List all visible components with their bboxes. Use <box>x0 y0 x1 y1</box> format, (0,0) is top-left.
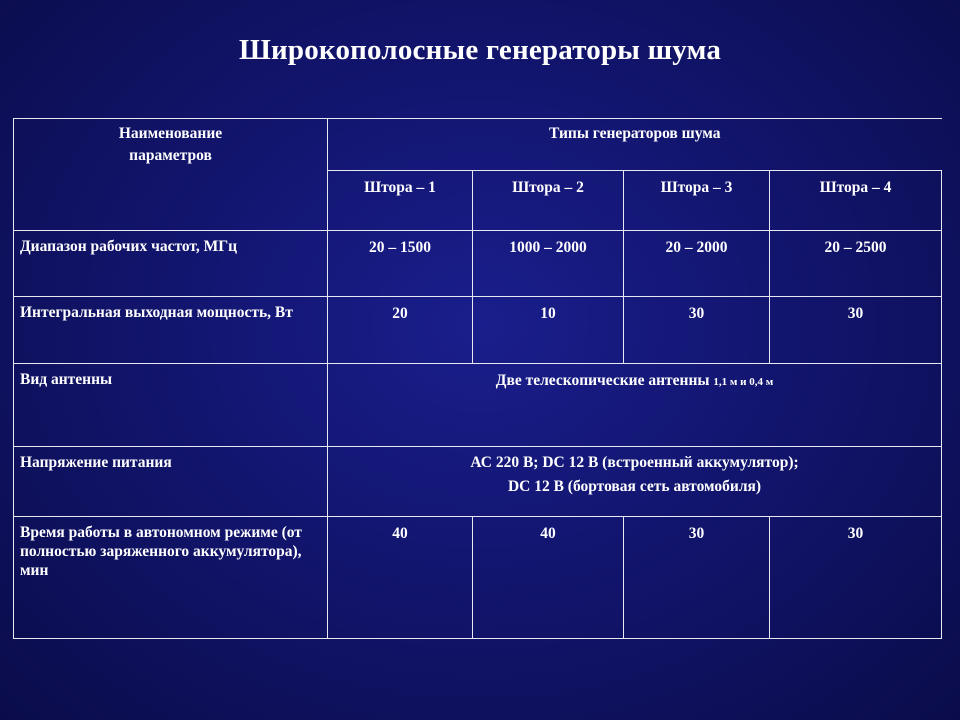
header-row-1 <box>14 119 942 171</box>
model-name: Штора – 1 <box>364 179 436 196</box>
param-label-antenna: Вид антенны <box>14 364 328 447</box>
antenna-sizes: 1,1 м и 0,4 м <box>713 376 774 388</box>
table-row-frequency <box>14 231 942 297</box>
param-header-line1: Наименование <box>118 125 223 142</box>
voltage-line-2: DC 12 В (бортовая сеть автомобиля) <box>507 478 762 495</box>
param-label-runtime: Время работы в автономном режиме (от полностью заряженного аккумулятора), мин <box>14 517 328 639</box>
value-power-3: 30 <box>624 297 770 364</box>
value-frequency-2: 1000 – 2000 <box>473 231 624 297</box>
types-header-cell <box>328 119 942 171</box>
model-header-2 <box>473 171 624 231</box>
table-row-power <box>14 297 942 364</box>
table-row-runtime <box>14 517 942 639</box>
voltage-line-1: АС 220 В; DC 12 В (встроенный аккумулятор); <box>470 454 799 471</box>
value-runtime-2: 40 <box>473 517 624 639</box>
value-power-1: 20 <box>328 297 473 364</box>
types-header: Типы генераторов шума <box>549 125 721 142</box>
generators-table <box>13 118 942 639</box>
value-antenna <box>328 364 942 447</box>
model-header-1 <box>328 171 473 231</box>
value-power-2: 10 <box>473 297 624 364</box>
value-voltage <box>328 447 942 517</box>
param-header-line2: параметров <box>129 147 212 164</box>
value-runtime-4: 30 <box>770 517 942 639</box>
model-name: Штора – 3 <box>660 179 733 196</box>
table-row-antenna <box>14 364 942 447</box>
param-label-frequency: Диапазон рабочих частот, МГц <box>14 231 328 297</box>
table-row-voltage <box>14 447 942 517</box>
value-runtime-1: 40 <box>328 517 473 639</box>
value-frequency-3: 20 – 2000 <box>624 231 770 297</box>
value-runtime-3: 30 <box>624 517 770 639</box>
param-label-voltage: Напряжение питания <box>14 447 328 517</box>
antenna-main: Две телескопические антенны <box>495 372 710 389</box>
value-frequency-1: 20 – 1500 <box>328 231 473 297</box>
model-header-4 <box>770 171 942 231</box>
model-name: Штора – 2 <box>512 179 584 196</box>
param-header-cell <box>14 119 328 231</box>
model-name: Штора – 4 <box>819 179 892 196</box>
slide-title: Широкополосные генераторы шума <box>238 34 722 66</box>
value-power-4: 30 <box>770 297 942 364</box>
value-frequency-4: 20 – 2500 <box>770 231 942 297</box>
model-header-3 <box>624 171 770 231</box>
param-label-power: Интегральная выходная мощность, Вт <box>14 297 328 364</box>
